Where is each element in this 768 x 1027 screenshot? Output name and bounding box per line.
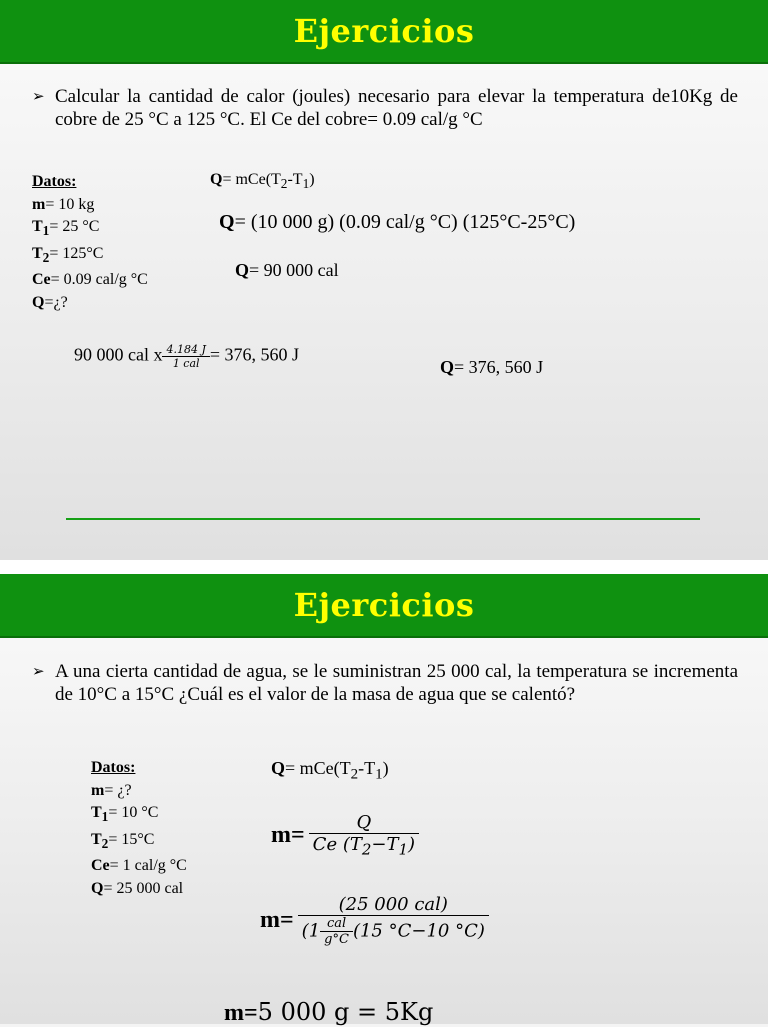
slide-1-problem-text: Calcular la cantidad de calor (joules) necesario para elevar la temperatura de10Kg de cobre de 25 °C a 125 °C. El Ce del cobre= 0.09 cal/g °C (55, 86, 738, 130)
dato-t1: $T_1= 25$ °C (32, 218, 100, 239)
slide-1-final-result: Q= 376, 560 J (440, 357, 544, 377)
slide-2 (0, 574, 768, 1024)
slide-2-m-substitution: m= (25 000 cal) (1 $\frac{\text{cal}}{g^\circ C}$ (15 °C−10 °C) (260, 894, 489, 947)
bullet-arrow-icon: ➢ (32, 87, 45, 105)
bullet-arrow-icon: ➢ (32, 662, 45, 680)
slide-1-title-banner (0, 0, 768, 64)
slide-1-title: Ejercicios (293, 12, 475, 50)
slide-2-problem (32, 660, 738, 706)
datos-label: Datos: (32, 173, 77, 190)
dato-ce: Ce= 1 cal/g °C (91, 857, 187, 875)
dato-t2: $T_2= 15^\circ C$ (91, 830, 155, 851)
dato-t2: $T_2= 125^\circ C$ (32, 244, 104, 265)
slide-2-datos (91, 757, 187, 900)
slide-1-formula: $Q= mCe(T_2-T_1)$ (210, 171, 315, 192)
dato-q: Q= 25 000 cal (91, 879, 184, 897)
datos-label: Datos: (91, 759, 136, 776)
slide-1-conversion: 90 000 cal x $\frac{4.184 J}{\text{1 cal}}$ = 376, 560 J (74, 343, 300, 370)
slide-2-m-result: m=5 000 g = 5Kg (224, 998, 434, 1026)
slide-2-title: Ejercicios (293, 586, 475, 624)
slide-1-datos (32, 171, 148, 314)
dato-q: Q=¿? (32, 293, 68, 311)
slide-1-substitution: Q= (10 000 g) (0.09 cal/g °C) (125°C-25°C) (219, 211, 576, 233)
dato-m: m= 10 kg (32, 195, 95, 213)
slide-1-problem (32, 85, 738, 131)
slide-1-result-cal: Q= 90 000 cal (235, 260, 339, 280)
divider-line (66, 518, 700, 520)
slide-gap (0, 560, 768, 574)
slide-2-m-formula: m= $\frac{Q}{Ce (T_2-T_1)}$ (271, 812, 419, 859)
slide-2-formula: $Q= mCe(T_2-T_1)$ (271, 758, 389, 783)
slide-2-problem-text: A una cierta cantidad de agua, se le suministran 25 000 cal, la temperatura se incrementa de 10°C a 15°C ¿Cuál es el valor de la masa de agua que se calentó? (55, 661, 738, 705)
dato-m: m= ¿? (91, 781, 132, 799)
dato-t1: $T_1= 10$ °C (91, 804, 159, 825)
slide-2-title-banner (0, 574, 768, 638)
dato-ce: Ce= 0.09 cal/g °C (32, 271, 148, 289)
